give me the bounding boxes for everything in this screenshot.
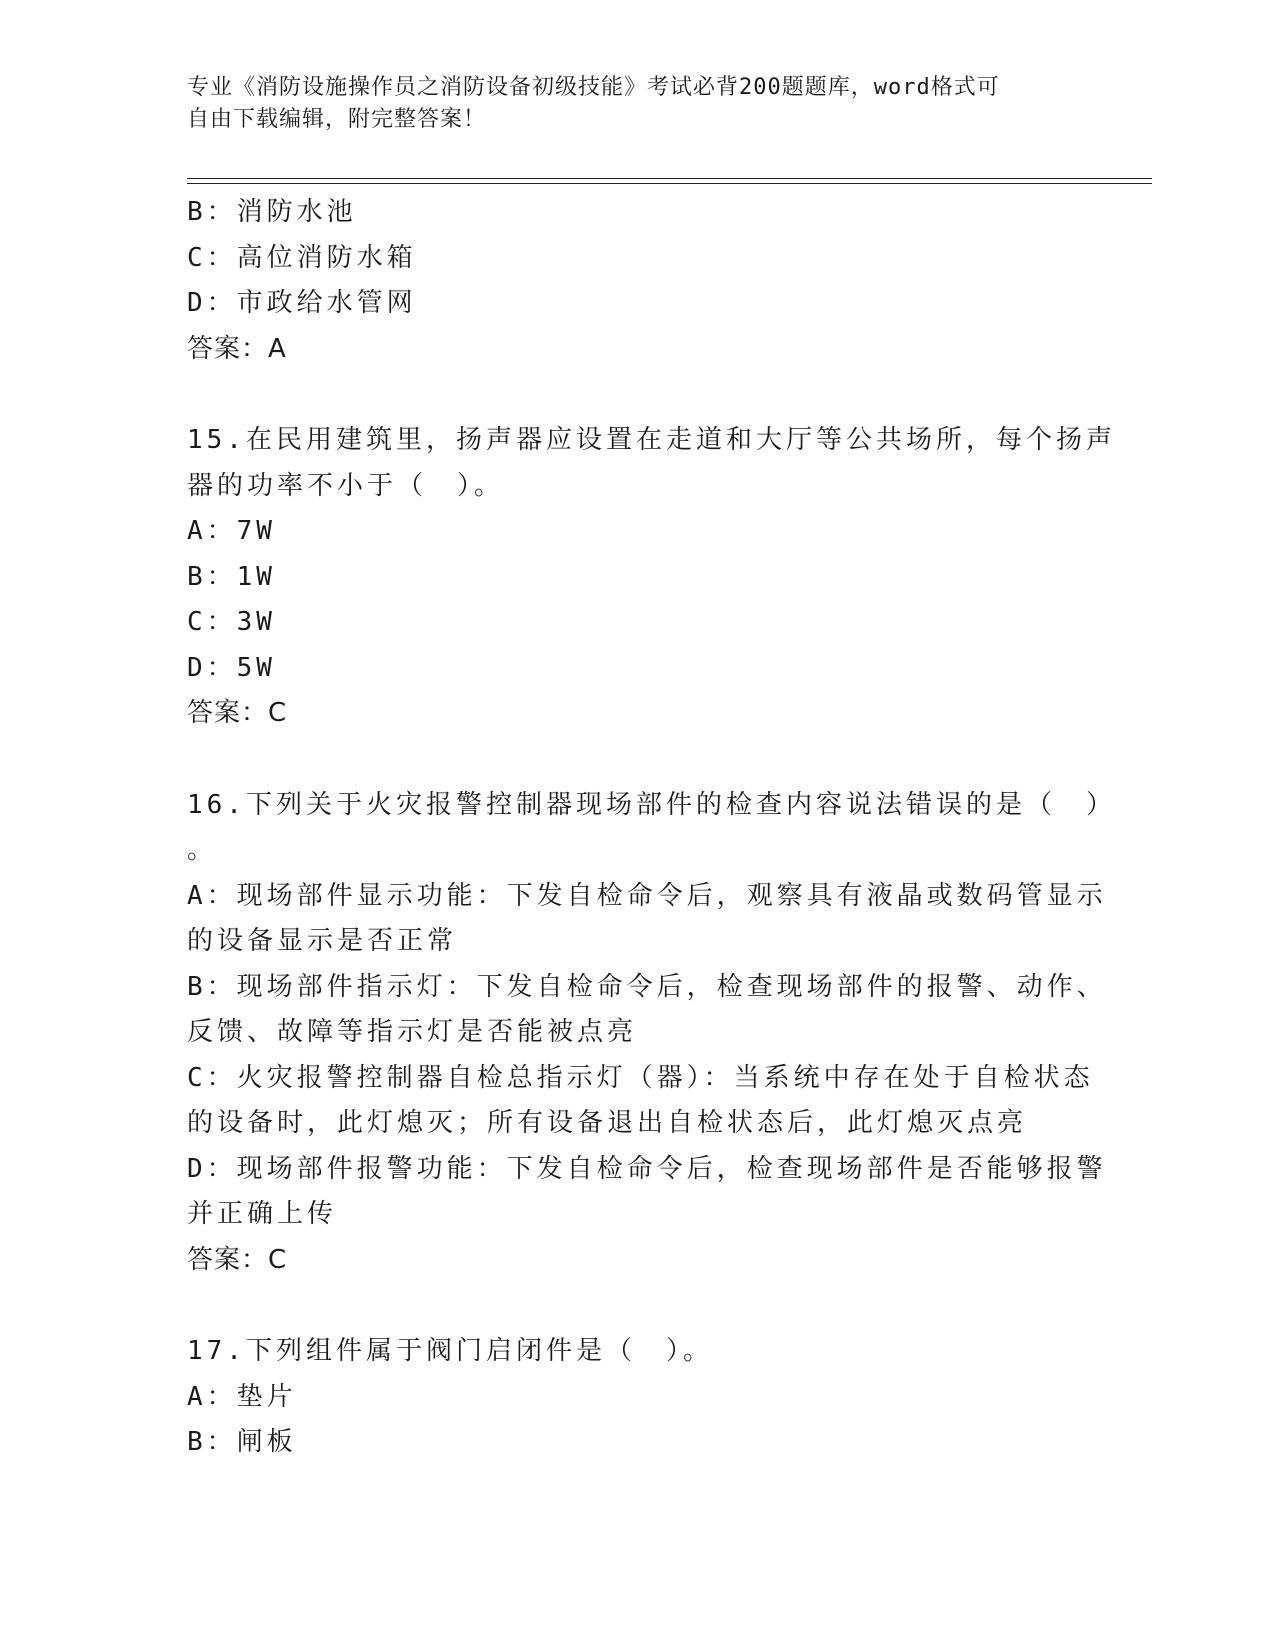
question-16-stem-line-2: 。 xyxy=(187,835,218,865)
option-d: D：市政给水管网 xyxy=(187,288,417,318)
header-line-1: 专业《消防设施操作员之消防设备初级技能》考试必背200题题库，word格式可 xyxy=(187,75,1000,100)
question-16-block xyxy=(187,783,1116,1284)
question-17-stem: 17.下列组件属于阀门启闭件是（ ）。 xyxy=(187,1336,713,1366)
option-b: B：1W xyxy=(187,561,276,592)
question-16-stem-line-1: 16.下列关于火灾报警控制器现场部件的检查内容说法错误的是（ ） xyxy=(187,789,1116,820)
answer-line: 答案：C xyxy=(187,698,288,728)
header-line-2: 自由下载编辑，附完整答案！ xyxy=(187,107,487,132)
question-17-block xyxy=(187,1329,1087,1466)
option-d-line-1: D：现场部件报警功能：下发自检命令后，检查现场部件是否能够报警 xyxy=(187,1153,1107,1184)
option-d-line-2: 并正确上传 xyxy=(187,1199,338,1229)
question-content xyxy=(187,190,1116,1466)
option-a: A：垫片 xyxy=(187,1381,297,1412)
option-a: A：7W xyxy=(187,516,276,546)
option-a-line-1: A：现场部件显示功能：下发自检命令后，观察具有液晶或数码管显示 xyxy=(187,880,1107,911)
answer-line: 答案：C xyxy=(187,1244,288,1275)
option-c-line-1: C：火灾报警控制器自检总指示灯（器）：当系统中存在处于自检状态 xyxy=(187,1062,1094,1093)
document-header xyxy=(187,72,1087,136)
header-rule-top xyxy=(187,178,1152,179)
header-rule-bottom xyxy=(187,183,1152,184)
question-15-stem-line-2: 器的功率不小于（ ）。 xyxy=(187,470,505,501)
option-b: B：闸板 xyxy=(187,1427,297,1457)
spacer xyxy=(187,737,1087,783)
answer-line: 答案：A xyxy=(187,333,287,364)
prev-question-block xyxy=(187,190,1087,372)
option-a-line-2: 的设备显示是否正常 xyxy=(187,926,458,956)
question-15-stem-line-1: 15.在民用建筑里，扬声器应设置在走道和大厅等公共场所，每个扬声 xyxy=(187,425,1116,455)
spacer xyxy=(187,372,1087,418)
option-c: C：3W xyxy=(187,607,276,637)
spacer xyxy=(187,1283,1087,1329)
option-d: D：5W xyxy=(187,652,276,683)
option-b-line-2: 反馈、故障等指示灯是否能被点亮 xyxy=(187,1017,638,1047)
option-c: C：高位消防水箱 xyxy=(187,242,417,273)
question-15-block xyxy=(187,418,1116,737)
option-b-line-1: B：现场部件指示灯：下发自检命令后，检查现场部件的报警、动作、 xyxy=(187,971,1107,1002)
option-c-line-2: 的设备时，此灯熄灭；所有设备退出自检状态后，此灯熄灭点亮 xyxy=(187,1108,1028,1138)
option-b: B：消防水池 xyxy=(187,197,357,227)
